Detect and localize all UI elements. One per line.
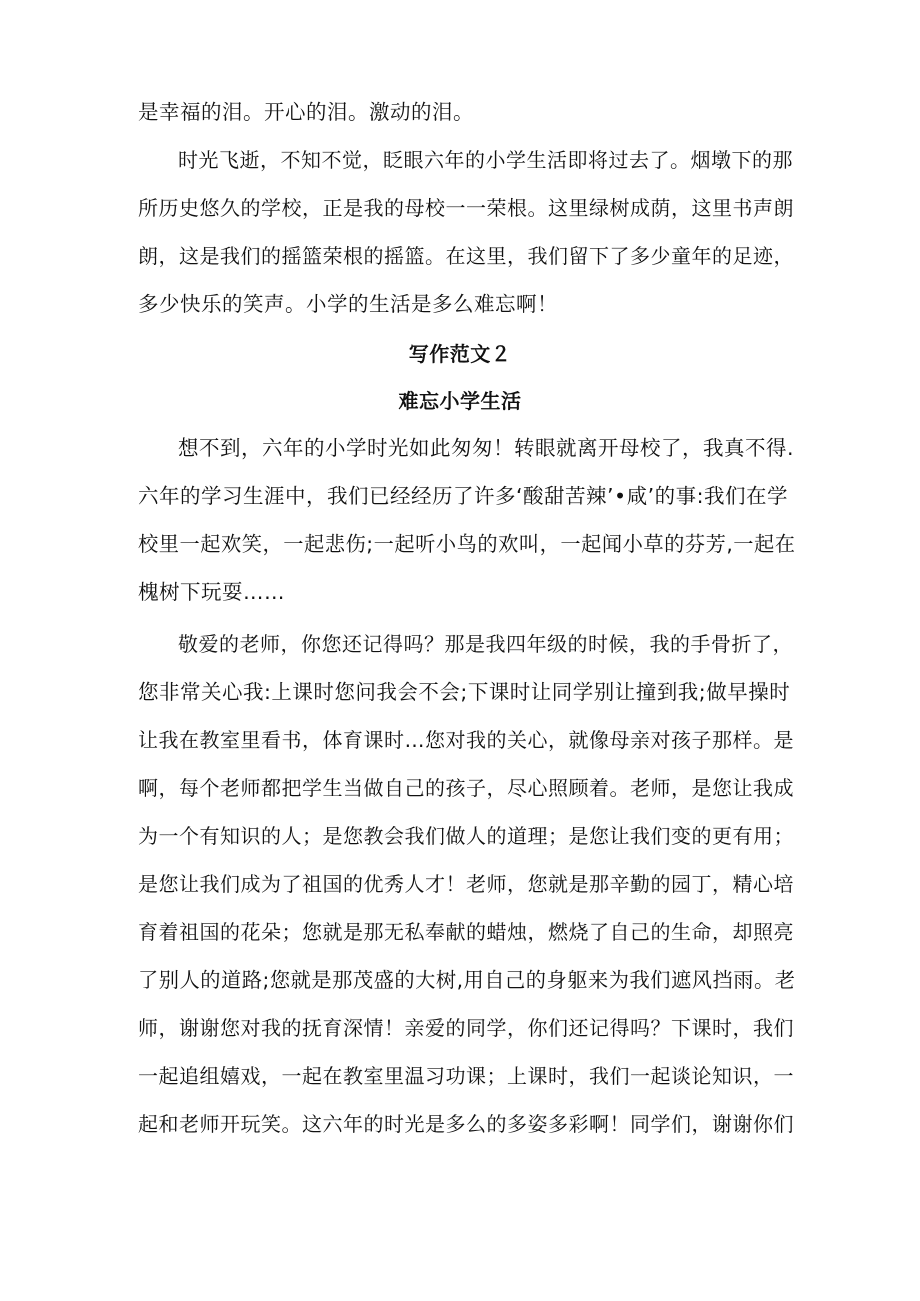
paragraph-2-line: 多少快乐的笑声。小学的生活是多么难忘啊！ [138, 292, 558, 316]
paragraph-4-line: 敬爱的老师，你您还记得吗？那是我四年级的时候，我的手骨折了， [178, 632, 793, 656]
paragraph-2-line: 朗，这是我们的摇篮荣根的摇篮。在这里，我们留下了多少童年的足迹， [138, 244, 794, 268]
paragraph-1-line: 是幸福的泪。开心的泪。激动的泪。 [138, 100, 474, 124]
paragraph-4-line: 师，谢谢您对我的抚育深情！亲爱的同学，你们还记得吗？下课时，我们 [138, 1016, 794, 1040]
paragraph-4-line: 让我在教室里看书，体育课时…您对我的关心，就像母亲对孩子那样。是 [138, 728, 794, 752]
paragraph-4-line: 啊，每个老师都把学生当做自己的孩子，尽心照顾着。老师，是您让我成 [138, 776, 794, 800]
paragraph-3-line: 六年的学习生涯中，我们已经经历了许多‘酸甜苦辣’•咸’的事:我们在学 [138, 484, 789, 508]
essay-title: 难忘小学生活 [398, 389, 522, 413]
paragraph-4-line: 育着祖国的花朵；您就是那无私奉献的蜡烛，燃烧了自己的生命，却照亮 [138, 920, 794, 944]
paragraph-4-line: 了别人的道路;您就是那茂盛的大树,用自己的身躯来为我们遮风挡雨。老 [138, 968, 796, 992]
paragraph-2-line: 所历史悠久的学校，正是我的母校一一荣根。这里绿树成荫，这里书声朗 [138, 196, 794, 220]
paragraph-4-line: 是您让我们成为了祖国的优秀人才！老师，您就是那辛勤的园丁，精心培 [138, 872, 794, 896]
paragraph-4-line: 您非常关心我:上课时您问我会不会;下课时让同学别让撞到我;做早操时 [138, 680, 791, 704]
paragraph-3-line: 想不到，六年的小学时光如此匆匆！转眼就离开母校了，我真不得. [178, 436, 795, 460]
paragraph-4-line: 一起追组嬉戏，一起在教室里温习功课；上课时，我们一起谈论知识，一 [138, 1064, 794, 1088]
paragraph-3-line: 校里一起欢笑，一起悲伤;一起听小鸟的欢叫，一起闻小草的芬芳,一起在 [138, 532, 796, 556]
section-heading: 写作范文２ [408, 342, 512, 366]
paragraph-4-line: 起和老师开玩笑。这六年的时光是多么的多姿多彩啊！同学们，谢谢你们 [138, 1112, 794, 1136]
paragraph-4-line: 为一个有知识的人；是您教会我们做人的道理；是您让我们变的更有用； [138, 824, 794, 848]
paragraph-2-line: 时光飞逝，不知不觉，眨眼六年的小学生活即将过去了。烟墩下的那 [178, 148, 793, 172]
paragraph-3-line: 槐树下玩耍…… [138, 580, 285, 604]
